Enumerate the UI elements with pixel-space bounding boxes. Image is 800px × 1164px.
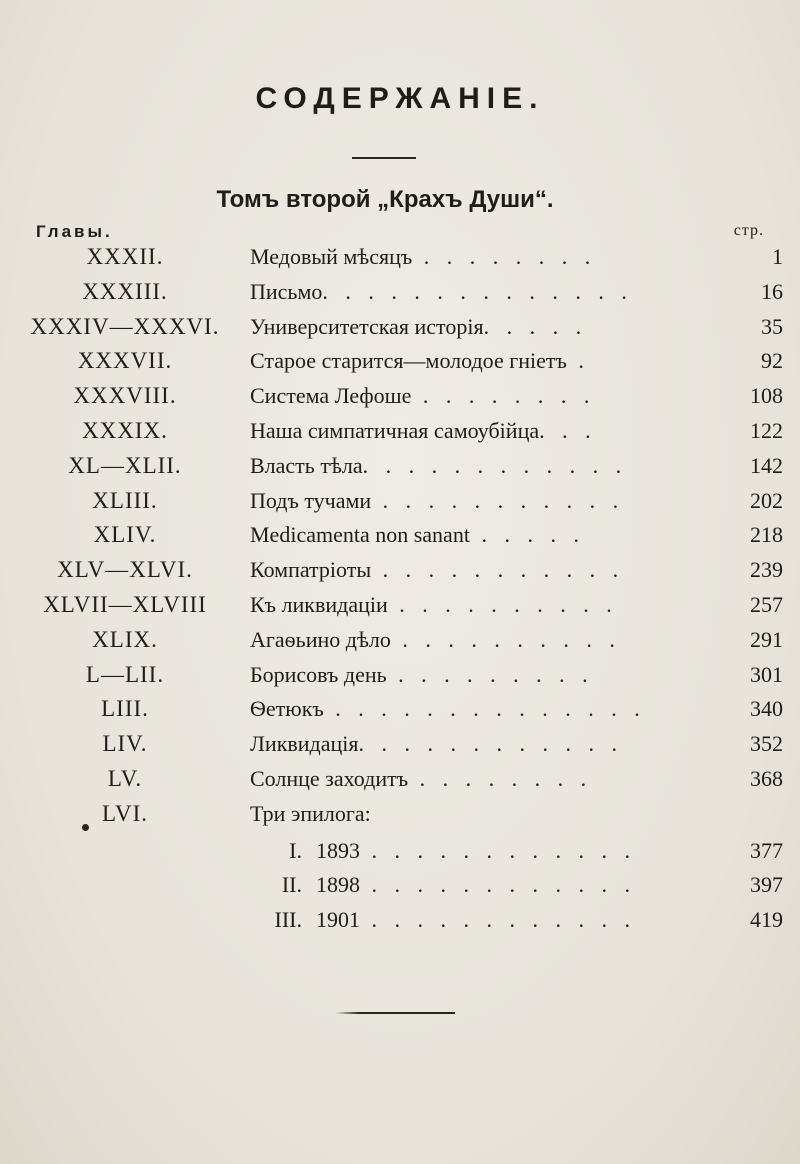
chapter-title-text: Власть тѣла bbox=[250, 452, 363, 478]
chapter-number: LIII. bbox=[101, 696, 149, 722]
leader-dots: . . . . . . . . . . . . bbox=[358, 731, 624, 757]
chapter-title-text: Письмо bbox=[250, 278, 323, 304]
leader-dots: . . . . . . . . . . bbox=[387, 592, 618, 617]
title-divider bbox=[352, 157, 416, 159]
chapter-title bbox=[250, 627, 700, 653]
page-number: 397 bbox=[750, 872, 783, 898]
chapter-number: XLIII. bbox=[92, 487, 158, 513]
chapter-title-text: Старое старится—молодое гніетъ bbox=[250, 348, 567, 374]
page-number: 419 bbox=[750, 907, 783, 933]
chapter-title-text: Medicamenta non sanant bbox=[250, 522, 470, 548]
leader-dots: . . . . . bbox=[469, 522, 585, 548]
chapter-title bbox=[250, 314, 700, 340]
chapter-title-text: Университетская исторія bbox=[250, 313, 484, 339]
chapter-number: LV. bbox=[107, 766, 143, 791]
chapter-title bbox=[250, 279, 700, 305]
page-number: 1 bbox=[772, 244, 783, 269]
toc-row bbox=[0, 766, 800, 800]
epilogue-row bbox=[0, 872, 800, 906]
leader-dots: . . . . . . . . . . . . bbox=[360, 872, 636, 898]
page-number: 92 bbox=[761, 348, 783, 374]
chapter-title bbox=[250, 383, 700, 409]
toc-row bbox=[0, 627, 800, 661]
ink-mark bbox=[82, 824, 89, 831]
toc-row bbox=[0, 314, 800, 348]
chapter-number: XLIV. bbox=[93, 522, 157, 548]
epilogue-year: 1898 bbox=[316, 872, 360, 898]
leader-dots: . . . . . bbox=[483, 313, 588, 339]
chapter-title bbox=[250, 592, 700, 618]
epilogue-year: 1893 bbox=[316, 837, 360, 863]
leader-dots: . . . . . . . . . . . . . . bbox=[323, 696, 646, 722]
chapter-number: XXXIV—XXXVI. bbox=[30, 313, 220, 339]
toc-row bbox=[0, 279, 800, 313]
chapter-title bbox=[250, 244, 700, 270]
epilogue-row bbox=[0, 907, 800, 941]
toc-row bbox=[0, 592, 800, 626]
toc-row bbox=[0, 731, 800, 765]
page-number: 108 bbox=[750, 383, 783, 409]
chapter-title bbox=[250, 557, 700, 583]
epilogue-title bbox=[262, 872, 712, 898]
chapter-title bbox=[250, 801, 700, 827]
chapter-title-text: Ѳетюкъ bbox=[250, 696, 324, 722]
page-number: 239 bbox=[750, 557, 783, 583]
chapter-title bbox=[250, 522, 700, 548]
volume-heading: Томъ второй „Крахъ Души“. bbox=[216, 186, 554, 213]
toc-row bbox=[0, 662, 800, 696]
page-number: 35 bbox=[761, 313, 783, 339]
page-number: 142 bbox=[750, 452, 783, 478]
leader-dots: . . . . . . . . . . . . . . bbox=[322, 278, 633, 304]
chapter-title-text: Ликвидація bbox=[250, 731, 359, 757]
chapters-column-label: Главы. bbox=[36, 222, 113, 241]
epilogue-number: III. bbox=[274, 907, 302, 933]
leader-dots: . . . . . . . . . . . . bbox=[360, 907, 636, 933]
chapter-title-text: Къ ликвидаціи bbox=[250, 592, 388, 617]
leader-dots: . . . . . . . . . . . bbox=[371, 557, 625, 583]
leader-dots: . . . . . . . . bbox=[412, 244, 597, 269]
chapter-number: XLV—XLVI. bbox=[57, 557, 193, 583]
toc-row bbox=[0, 383, 800, 417]
chapter-title bbox=[250, 696, 700, 722]
leader-dots: . bbox=[566, 348, 590, 374]
leader-dots: . . . . . . . . . . . . bbox=[360, 837, 636, 863]
epilogue-row bbox=[0, 838, 800, 872]
toc-row bbox=[0, 418, 800, 452]
epilogue-year: 1901 bbox=[316, 907, 360, 933]
page-number: 301 bbox=[750, 661, 783, 687]
toc-row bbox=[0, 801, 800, 835]
leader-dots: . . . . . . . . . bbox=[386, 661, 594, 687]
toc-row bbox=[0, 244, 800, 278]
page-number: 352 bbox=[750, 731, 783, 757]
page-number: 16 bbox=[761, 278, 783, 304]
chapter-number: XXXVIII. bbox=[73, 383, 177, 409]
chapter-title-text: Солнце заходитъ bbox=[250, 766, 409, 791]
epilogue-title bbox=[262, 838, 712, 864]
toc-row bbox=[0, 488, 800, 522]
leader-dots: . . . . . . . . bbox=[411, 383, 596, 409]
chapter-number: XLIX. bbox=[92, 626, 158, 652]
chapter-number: LIV. bbox=[102, 731, 148, 757]
chapter-title-text: Наша симпатичная самоубійца bbox=[250, 418, 540, 443]
leader-dots: . . . bbox=[539, 418, 597, 443]
page-number: 368 bbox=[750, 766, 783, 791]
page-number: 202 bbox=[750, 487, 783, 513]
chapter-number: XXXVII. bbox=[77, 348, 173, 374]
page-number: 291 bbox=[750, 626, 783, 652]
page-number: 122 bbox=[750, 418, 783, 443]
leader-dots: . . . . . . . . . . . . bbox=[362, 452, 628, 478]
chapter-number: LVI. bbox=[102, 800, 148, 826]
leader-dots: . . . . . . . . . . . bbox=[371, 487, 625, 513]
chapter-title bbox=[250, 731, 700, 757]
chapter-title bbox=[250, 766, 700, 792]
chapter-title-text: Три эпилога: bbox=[250, 800, 371, 826]
chapter-number: XL—XLII. bbox=[68, 452, 182, 478]
page-number: 218 bbox=[750, 522, 783, 548]
chapter-title bbox=[250, 348, 700, 374]
chapter-number: L—LII. bbox=[85, 661, 165, 687]
toc-row bbox=[0, 557, 800, 591]
chapter-title bbox=[250, 488, 700, 514]
page-number: 257 bbox=[750, 592, 783, 617]
chapter-title-text: Система Лефоше bbox=[250, 383, 412, 409]
leader-dots: . . . . . . . . bbox=[408, 766, 593, 791]
page-title: СОДЕРЖАНІЕ. bbox=[255, 82, 545, 115]
chapter-title bbox=[250, 453, 700, 479]
epilogue-number: II. bbox=[281, 872, 302, 898]
chapter-title-text: Агаѳьино дѣло bbox=[250, 626, 391, 652]
page-number: 340 bbox=[750, 696, 783, 722]
chapter-number: XXXII. bbox=[86, 244, 164, 269]
toc-row bbox=[0, 696, 800, 730]
chapter-title-text: Подъ тучами bbox=[250, 487, 372, 513]
end-divider bbox=[335, 1012, 455, 1014]
leader-dots: . . . . . . . . . . bbox=[390, 626, 621, 652]
toc-row bbox=[0, 522, 800, 556]
chapter-number: XXXIII. bbox=[82, 278, 168, 304]
pages-column-label: стр. bbox=[733, 222, 764, 239]
chapter-title-text: Медовый мѣсяцъ bbox=[250, 244, 413, 269]
page-number: 377 bbox=[750, 837, 783, 863]
chapter-number: XLVII—XLVIII bbox=[43, 592, 207, 617]
chapter-title-text: Компатріоты bbox=[250, 557, 372, 583]
chapter-number: XXXIX. bbox=[82, 418, 168, 443]
epilogue-title bbox=[262, 907, 712, 933]
epilogue-number: I. bbox=[289, 837, 302, 863]
toc-row bbox=[0, 348, 800, 382]
chapter-title-text: Борисовъ день bbox=[250, 661, 387, 687]
chapter-title bbox=[250, 662, 700, 688]
chapter-title bbox=[250, 418, 700, 444]
toc-row bbox=[0, 453, 800, 487]
